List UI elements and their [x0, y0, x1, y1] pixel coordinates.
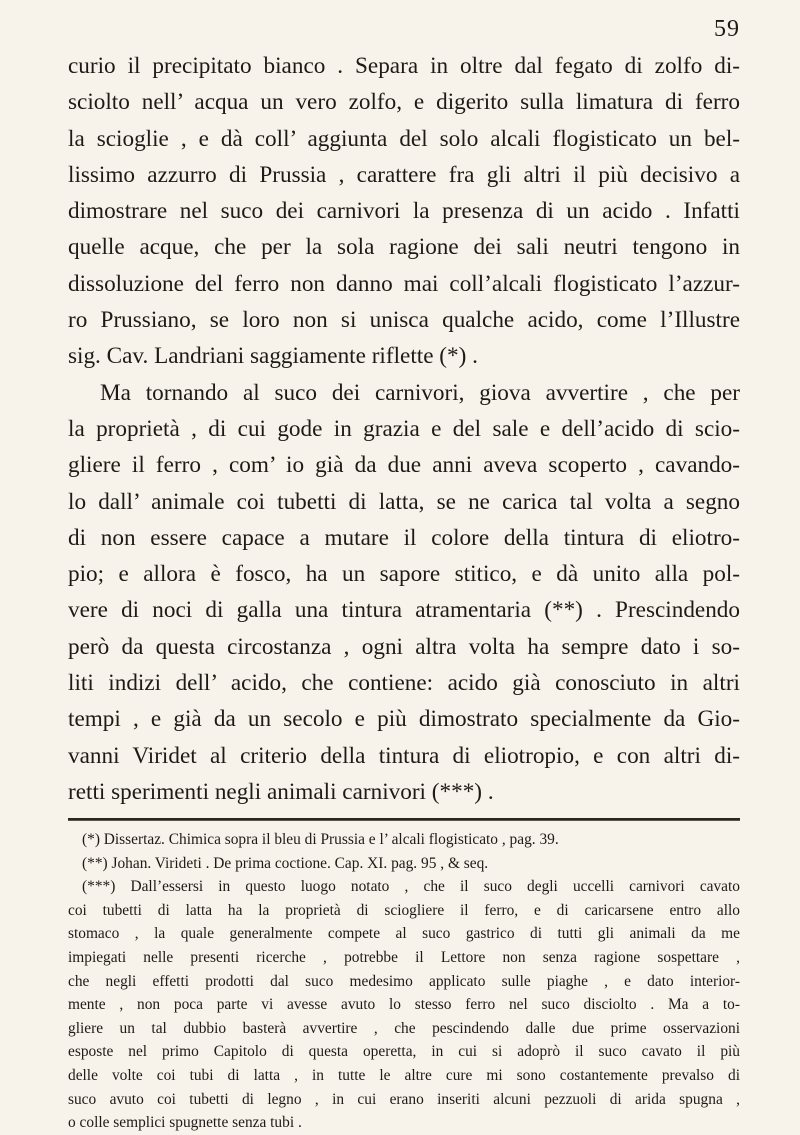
text-line: quelle acque, che per la sola ragione dei sali neutri tengono in: [68, 234, 740, 261]
footnote-separator-rule: [68, 818, 740, 821]
footnote-line: o colle semplici spugnette senza tubi .: [68, 1114, 302, 1132]
footnote-line: che negli effetti prodotti dal suco medesimo applicato sulle piaghe , e dato interior-: [68, 972, 740, 990]
footnote-1: (*) Dissertaz. Chimica sopra il bleu di Prussia e l’ alcali flogisticato , pag. 39.: [82, 831, 559, 848]
text-line: la scioglie , e dà coll’ aggiunta del solo alcali flogisticato un bel-: [68, 125, 740, 152]
text-line: lo dall’ animale coi tubetti di latta, se ne carica tal volta a segno: [68, 488, 740, 515]
text-line: sig. Cav. Landriani saggiamente riflette (*) .: [68, 343, 478, 370]
footnote-3: (***) Dall’essersi in questo luogo notato , che il suco degli uccelli carnivori cavato: [82, 878, 740, 896]
text-line: però da questa circostanza , ogni altra volta ha sempre dato i so-: [68, 633, 740, 660]
text-line: tempi , e già da un secolo e più dimostrato specialmente da Gio-: [68, 706, 740, 733]
page-number: 59: [714, 16, 740, 42]
text-line: vere di noci di galla una tintura atramentaria (**) . Prescindendo: [68, 597, 740, 624]
text-line: sciolto nell’ acqua un vero zolfo, e digerito sulla limatura di ferro: [68, 89, 740, 116]
text-line: pio; e allora è fosco, ha un sapore stitico, e dà unito alla pol-: [68, 561, 740, 588]
paragraph-start-line: Ma tornando al suco dei carnivori, giova avvertire , che per: [100, 379, 740, 406]
text-line: di non essere capace a mutare il colore della tintura di eliotro-: [68, 524, 740, 551]
footnote-line: impiegati nelle presenti ricerche , potrebbe il Lettore non senza ragione sospettare ,: [68, 948, 740, 966]
footnote-2: (**) Johan. Virideti . De prima coctione. Cap. XI. pag. 95 , & seq.: [82, 854, 489, 872]
footnote-line: suco avuto coi tubetti di legno , in cui erano inseriti alcuni pezzuoli di arida spugna ,: [68, 1090, 740, 1108]
text-line: lissimo azzurro di Prussia , carattere fra gli altri il più decisivo a: [68, 161, 740, 188]
footnote-line: stomaco , la quale generalmente compete al suco gastrico di tutti gli animali da me: [68, 925, 740, 943]
text-line: la proprietà , di cui gode in grazia e del sale e dell’acido di scio-: [68, 415, 740, 442]
main-text: [68, 48, 740, 810]
footnote-line: mente , non poca parte vi avesse avuto lo stesso ferro nel suco disciolto . Ma a to-: [68, 996, 740, 1014]
text-line: curio il precipitato bianco . Separa in oltre dal fegato di zolfo di-: [68, 53, 740, 79]
footnote-line: coi tubetti di latta ha la proprietà di sciogliere il ferro, e di caricarsene entro allo: [68, 901, 740, 919]
text-line: ro Prussiano, se loro non si unisca qualche acido, come l’Illustre: [68, 307, 740, 334]
text-line: vanni Viridet al criterio della tintura di eliotropio, e con altri di-: [68, 742, 740, 769]
footnote-line: delle volte coi tubi di latta , in tutte le altre cure mi sono costantemente prevalso di: [68, 1066, 740, 1084]
footnotes: [68, 828, 740, 1135]
text-line: retti sperimenti negli animali carnivori (***) .: [68, 778, 494, 805]
text-line: dimostrare nel suco dei carnivori la presenza di un acido . Infatti: [68, 198, 740, 225]
footnote-line: esposte nel primo Capitolo di questa operetta, in cui si adoprò il suco cavato il più: [68, 1043, 740, 1061]
footnote-line: gliere un tal dubbio basterà avvertire , che pescindendo dalle due prime osservazioni: [68, 1019, 740, 1037]
text-line: liti indizi dell’ acido, che contiene: acido già conosciuto in altri: [68, 670, 740, 697]
text-line: gliere il ferro , com’ io già da due anni aveva scoperto , cavando-: [68, 452, 740, 479]
text-line: dissoluzione del ferro non danno mai coll’alcali flogisticato l’azzur-: [68, 270, 740, 297]
